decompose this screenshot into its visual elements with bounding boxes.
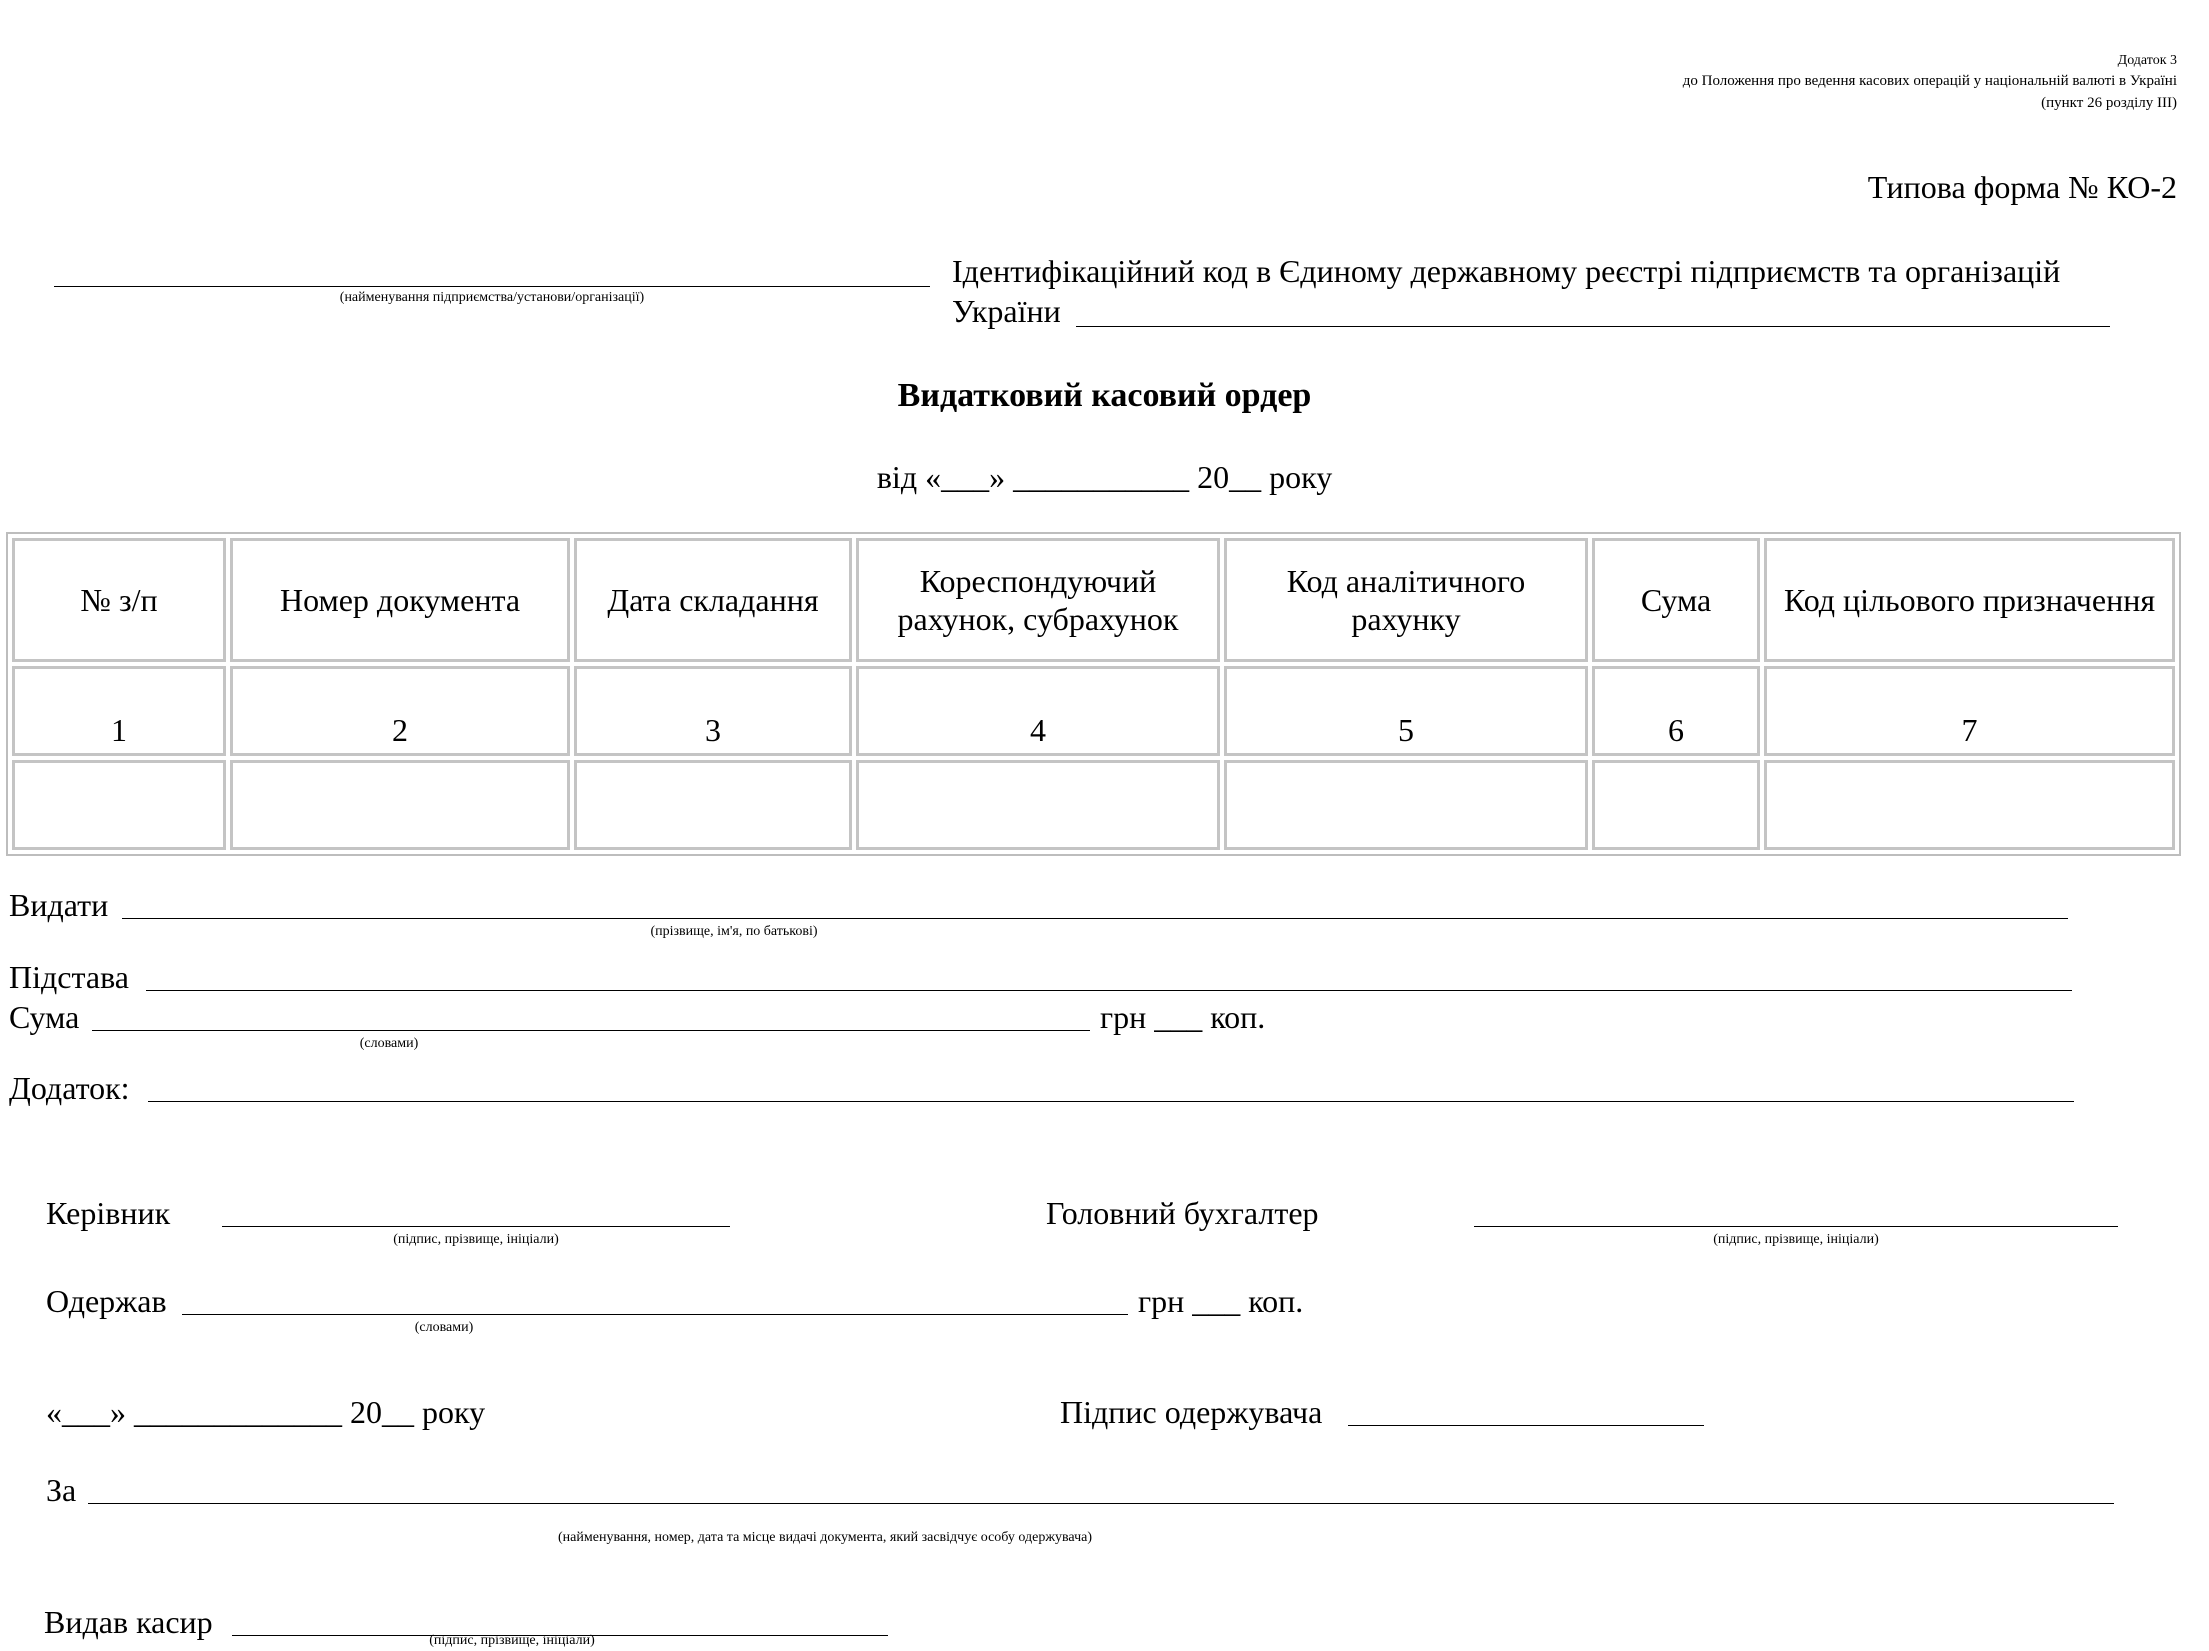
- cell-correspondent-account[interactable]: [856, 760, 1220, 850]
- cashier-caption: (підпис, прізвище, ініціали): [429, 1633, 595, 1648]
- col-header-sum: Сума: [1592, 538, 1760, 662]
- col-header-correspondent-account: Кореспондуючий рахунок, субрахунок: [856, 538, 1220, 662]
- cell-number[interactable]: [12, 760, 226, 850]
- col-header-purpose-code: Код цільового призначення: [1764, 538, 2175, 662]
- cashier-label: Видав касир: [44, 1604, 213, 1640]
- col-header-document-number: Номер документа: [230, 538, 570, 662]
- order-table: [6, 532, 2181, 856]
- chief-accountant-label: Головний бухгалтер: [1046, 1195, 1319, 1231]
- org-name-caption: (найменування підприємства/установи/організації): [339, 290, 645, 305]
- table-header-row: [12, 538, 2175, 662]
- recipient-signature-label: Підпис одержувача: [1060, 1394, 1323, 1430]
- col-number-6: 6: [1592, 666, 1760, 756]
- col-number-7: 7: [1764, 666, 2175, 756]
- order-date-line[interactable]: від «___» ___________ 20__ року: [876, 459, 1333, 495]
- sum-caption: (словами): [359, 1036, 419, 1051]
- head-caption: (підпис, прізвище, ініціали): [393, 1232, 559, 1247]
- sum-words-line[interactable]: [92, 1030, 1090, 1031]
- cell-sum[interactable]: [1592, 760, 1760, 850]
- by-document-caption: (найменування, номер, дата та місце видачі документа, який засвідчує особу одержувача): [558, 1530, 1092, 1545]
- attachment-line[interactable]: [148, 1101, 2074, 1102]
- sum-label: Сума: [9, 999, 80, 1035]
- col-header-number: № з/п: [12, 538, 226, 662]
- issue-label: Видати: [9, 887, 109, 923]
- cell-analytic-code[interactable]: [1224, 760, 1588, 850]
- table-number-row: [12, 666, 2175, 756]
- head-signature-line[interactable]: [222, 1226, 730, 1227]
- basis-label: Підстава: [9, 959, 129, 995]
- col-number-1: 1: [12, 666, 226, 756]
- head-label: Керівник: [46, 1195, 171, 1231]
- col-number-3: 3: [574, 666, 852, 756]
- id-code-label: Ідентифікаційний код в Єдиному державному реєстрі підприємств та організацій: [952, 253, 2061, 289]
- received-words-line[interactable]: [182, 1314, 1128, 1315]
- received-currency-suffix: грн ___ коп.: [1138, 1283, 1304, 1319]
- receipt-date[interactable]: «___» _____________ 20__ року: [46, 1394, 486, 1430]
- appendix-line-1: Додаток 3: [2117, 53, 2177, 68]
- basis-line[interactable]: [146, 990, 2072, 991]
- col-number-5: 5: [1224, 666, 1588, 756]
- col-header-analytic-code: Код аналітичного рахунку: [1224, 538, 1588, 662]
- by-document-line[interactable]: [88, 1503, 2114, 1504]
- col-number-4: 4: [856, 666, 1220, 756]
- cell-date[interactable]: [574, 760, 852, 850]
- received-label: Одержав: [46, 1283, 167, 1319]
- col-number-2: 2: [230, 666, 570, 756]
- issue-line[interactable]: [122, 918, 2068, 919]
- recipient-signature-line[interactable]: [1348, 1425, 1704, 1426]
- by-document-label: За: [46, 1472, 77, 1508]
- appendix-line-3: (пункт 26 розділу III): [2041, 95, 2177, 111]
- document-title: Видатковий касовий ордер: [897, 377, 1312, 414]
- sum-currency-suffix: грн ___ коп.: [1100, 999, 1266, 1035]
- org-name-line[interactable]: [54, 286, 930, 287]
- cell-document-number[interactable]: [230, 760, 570, 850]
- id-code-line[interactable]: [1076, 326, 2110, 327]
- received-caption: (словами): [414, 1320, 474, 1335]
- chief-accountant-caption: (підпис, прізвище, ініціали): [1713, 1232, 1879, 1247]
- table-data-row: [12, 760, 2175, 850]
- cell-purpose-code[interactable]: [1764, 760, 2175, 850]
- col-header-date: Дата складання: [574, 538, 852, 662]
- form-type: Типова форма № КО-2: [1867, 169, 2177, 205]
- chief-accountant-signature-line[interactable]: [1474, 1226, 2118, 1227]
- attachment-label: Додаток:: [9, 1070, 130, 1106]
- issue-caption: (прізвище, ім'я, по батькові): [650, 924, 818, 939]
- id-code-country-label: України: [952, 293, 1061, 329]
- appendix-line-2: до Положення про ведення касових операцій у національній валюті в Україні: [1682, 73, 2177, 89]
